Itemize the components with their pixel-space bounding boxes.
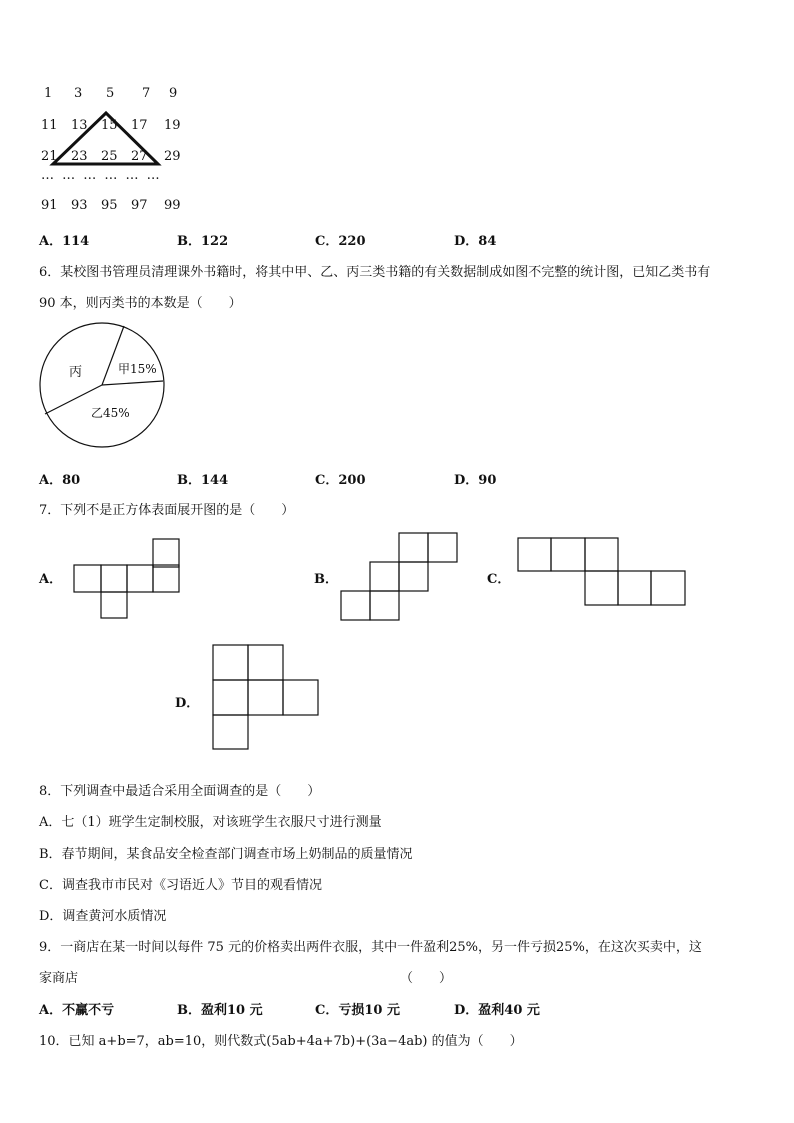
q5-option-b: B．122: [177, 234, 229, 249]
q7-net-c: [515, 535, 695, 610]
q9-option-d: D．盈利40 元: [454, 1003, 540, 1018]
q6-pie-chart: [33, 322, 173, 452]
q8-option-b: B．春节期间，某食品安全检查部门调查市场上奶制品的质量情况: [39, 847, 413, 862]
q9-stem-line1: 9．一商店在某一时间以每件 75 元的价格卖出两件衣服，其中一件盈利25%，另一件亏损25%，在这次买卖中，这: [39, 940, 702, 955]
grid-number: 17: [131, 118, 148, 133]
q6-option-b: B．144: [177, 473, 229, 488]
q5-option-a: A．114: [39, 234, 90, 249]
q6-option-d: D．90: [454, 473, 497, 488]
grid-number: 91: [41, 198, 58, 213]
q7-label-b: B．: [314, 572, 338, 587]
q7-net-a: [70, 536, 190, 626]
grid-number: 29: [164, 149, 181, 164]
q6-option-a: A．80: [39, 473, 81, 488]
grid-number: 5: [106, 86, 115, 101]
grid-number: 21: [41, 149, 58, 164]
q8-option-a: A．七（1）班学生定制校服，对该班学生衣服尺寸进行测量: [39, 815, 382, 830]
grid-number: 19: [164, 118, 181, 133]
q6-pie-label-bing: 丙: [69, 365, 83, 380]
grid-number: 13: [71, 118, 88, 133]
grid-number: 9: [169, 86, 178, 101]
grid-number: 11: [41, 118, 58, 133]
q6-stem-line1: 6．某校图书管理员清理课外书籍时，将其中甲、乙、丙三类书籍的有关数据制成如图不完整的统计图，已知乙类书有: [39, 265, 711, 280]
q7-label-d: D．: [175, 696, 200, 711]
grid-number: 3: [74, 86, 83, 101]
q7-net-d: [210, 642, 330, 757]
grid-number: 1: [44, 86, 53, 101]
grid-ellipsis: … … … … … …: [41, 168, 162, 183]
q7-net-b: [338, 530, 468, 625]
q8-stem: 8．下列调查中最适合采用全面调查的是（ ）: [39, 784, 321, 799]
grid-number: 15: [101, 118, 118, 133]
q9-answer-blank: （ ）: [400, 971, 453, 986]
q5-option-c: C．220: [315, 234, 366, 249]
grid-triangle: [0, 0, 200, 200]
q8-option-c: C．调查我市市民对《习语近人》节目的观看情况: [39, 878, 322, 893]
q6-option-c: C．200: [315, 473, 366, 488]
q10-stem: 10．已知 a+b=7，ab=10，则代数式(5ab+4a+7b)+(3a−4ab) 的值为（ ）: [39, 1034, 523, 1049]
q7-label-c: C．: [487, 572, 511, 587]
q6-pie-label-yi: 乙45%: [91, 406, 130, 420]
q9-option-a: A．不赢不亏: [39, 1003, 115, 1018]
q7-label-a: A．: [39, 572, 63, 587]
grid-number: 99: [164, 198, 181, 213]
q9-stem-line2: 家商店: [39, 971, 79, 986]
grid-number: 27: [131, 149, 148, 164]
q5-option-d: D．84: [454, 234, 497, 249]
grid-number: 97: [131, 198, 148, 213]
q9-option-c: C．亏损10 元: [315, 1003, 400, 1018]
grid-number: 93: [71, 198, 88, 213]
q9-option-b: B．盈利10 元: [177, 1003, 263, 1018]
q6-pie-label-jia: 甲15%: [118, 362, 157, 376]
grid-number: 7: [142, 86, 151, 101]
q6-stem-line2: 90 本，则丙类书的本数是（ ）: [39, 296, 242, 311]
grid-number: 95: [101, 198, 118, 213]
q8-option-d: D．调查黄河水质情况: [39, 909, 167, 924]
grid-number: 25: [101, 149, 118, 164]
grid-number: 23: [71, 149, 88, 164]
q7-stem: 7．下列不是正方体表面展开图的是（ ）: [39, 503, 295, 518]
